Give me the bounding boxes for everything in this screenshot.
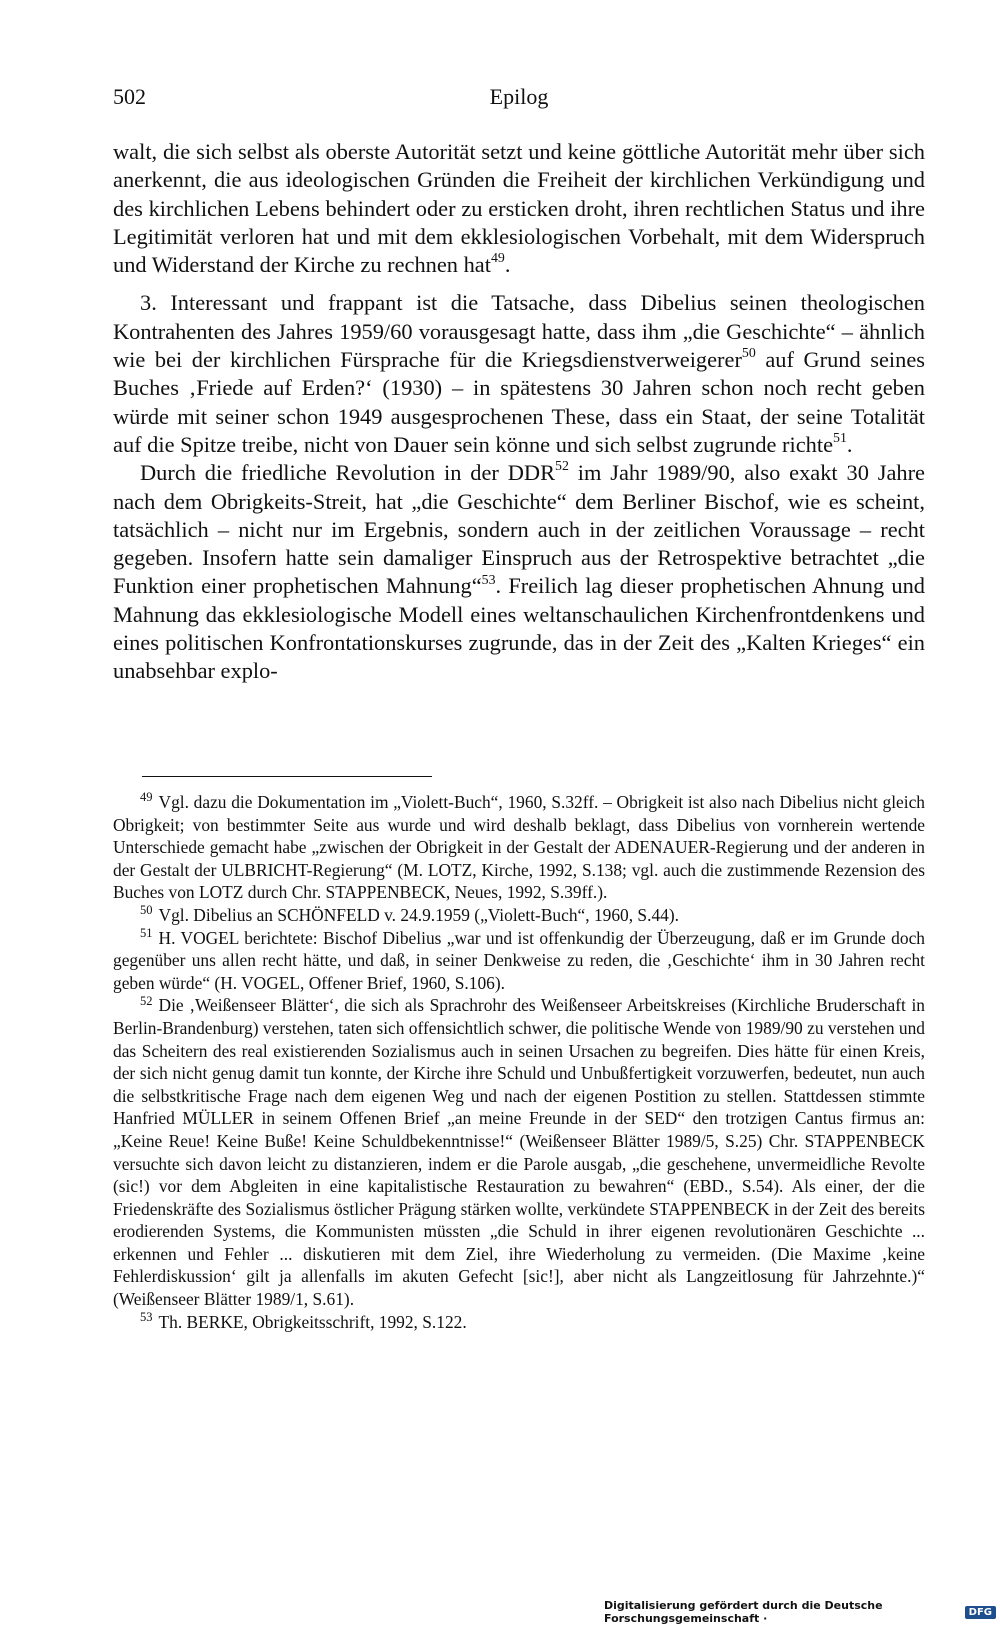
- footnote-text: Vgl. Dibelius an SCHÖNFELD v. 24.9.1959 („Violett-Buch“, 1960, S.44).: [158, 904, 679, 925]
- footnote-number: 49: [140, 790, 153, 805]
- footer-text: Digitalisierung gefördert durch die Deutsche Forschungsgemeinschaft ·: [604, 1599, 883, 1625]
- footnote-ref-52: 52: [555, 459, 569, 475]
- running-title: Epilog: [489, 84, 549, 109]
- page-number: 502: [113, 84, 146, 109]
- footnote-49: [113, 791, 925, 904]
- paragraph-2: 3. Interessant und frappant ist die Tatsache, dass Dibelius seinen theologischen Kontrahenten des Jahres 1959/60 vorausgesagt hatte, dass ihm „die Geschichte“ – ähnlich wie bei der kirchlichen Fürsprache für die Kriegsdienstverweigerer$^{50}$ auf Grund seines Buches ‚Friede auf Erden?‘ (1930) – in spätestens 30 Jahren schon noch recht geben würde mit seiner schon 1949 ausgesprochenen These, dass ein Staat, der seine Totalität auf die Spitze treibe, nicht von Dauer sein könne und sich selbst zugrunde richte$^{51}$.: [113, 290, 925, 457]
- footnote-ref-50: 50: [741, 346, 756, 362]
- paragraph-3: Durch die friedliche Revolution in der DDR$^{52}$ im Jahr 1989/90, also exakt 30 Jahre nach dem Obrigkeits-Streit, hat „die Geschichte“ dem Berliner Bischof, wie es scheint, tatsächlich – nicht nur im Ergebnis, sondern auch in der zeitlichen Voraussage – recht gegeben. Insofern hatte sein damaliger Einspruch aus der Retrospektive betrachtet „die Funktion einer prophetischen Mahnung“$^{53}$. Freilich lag dieser prophetischen Ahnung und Mahnung das ekklesiologische Modell eines weltanschaulichen Kirchenfrontdenkens und eines politischen Konfrontationskurses zugrunde, das in der Zeit des „Kalten Krieges“ ein unabsehbar explo-: [113, 459, 925, 684]
- footnote-ref-51: 51: [833, 431, 847, 447]
- footnotes: [113, 791, 925, 1333]
- dfg-logo: DFG: [965, 1606, 996, 1619]
- footnote-ref-53: 53: [481, 572, 496, 588]
- footnote-50: [113, 904, 925, 927]
- footnote-text: Th. BERKE, Obrigkeitsschrift, 1992, S.122.: [158, 1311, 467, 1332]
- footnote-number: 53: [140, 1309, 153, 1324]
- footnote-51: [113, 927, 925, 995]
- footnote-ref-49: 49: [490, 251, 505, 267]
- main-text: [113, 138, 925, 686]
- digitization-footer: [604, 1601, 1000, 1623]
- footnote-separator: [142, 776, 432, 777]
- running-head: [113, 84, 925, 118]
- footnote-text: H. VOGEL berichtete: Bischof Dibelius „war und ist offenkundig der Überzeugung, daß er im Grunde doch gegenüber uns allen recht hätte, und daß, in seiner Denkweise zu reden, die ‚Geschichte‘ ihm in 30 Jahren recht geben würde“ (H. VOGEL, Offener Brief, 1960, S.106).: [113, 927, 925, 993]
- footnote-52: [113, 994, 925, 1310]
- footnote-number: 50: [140, 903, 153, 918]
- footnote-53: [113, 1311, 925, 1334]
- paragraph-1: walt, die sich selbst als oberste Autorität setzt und keine göttliche Autorität mehr über sich anerkennt, die aus ideologischen Gründen die Freiheit der kirchlichen Verkündigung und des kirchlichen Lebens behindert oder zu ersticken droht, ihren rechtlichen Status und ihre Legitimität verloren hat und mit dem ekklesiologischen Vorbehalt, mit dem Widerspruch und Widerstand der Kirche zu rechnen hat$^{49}$.: [113, 139, 925, 278]
- footnote-text: Die ‚Weißenseer Blätter‘, die sich als Sprachrohr des Weißenseer Arbeitskreises (Kirchliche Bruderschaft in Berlin-Brandenburg) verstehen, taten sich offensichtlich schwer, die politische Wende von 1989/90 zu verstehen und das Scheitern des real existierenden Sozialismus auch in seinen Ursachen zu begreifen. Dies hätte für einen Kreis, der sich nicht genug damit tun konnte, der Kirche ihre Schuld und Unbußfertigkeit vorzuwerfen, bedeutet, nun auch die selbstkritische Frage nach dem eigenen Weg und nach der eigenen Postition zu stellen. Stattdessen stimmte Hanfried MÜLLER in seinem Offenen Brief „an meine Freunde in der SED“ den trotzigen Cantus firmus an: „Keine Reue! Keine Buße! Keine Schuldbekenntnisse!“ (Weißenseer Blätter 1989/5, S.25) Chr. STAPPENBECK versuchte sich davon leicht zu distanzieren, indem er die Parole ausgab, „die geschehene, unvermeidliche Revolte (sic!) vor dem Abgleiten in eine kapitalistische Restauration zu bewahren“ (EBD., S.54). Als einer, der die Friedenskräfte des Sozialismus östlicher Prägung stärken wollte, verkündete STAPPENBECK in der Zeit des bereits erodierenden Systems, die Kommunisten müssten „die Schuld in ihrer eigenen revolutionären Geschichte ... erkennen und Fehler ... diskutieren mit dem Ziel, ihre Wiederholung zu vermeiden. (Die Maxime ‚keine Fehlerdiskussion‘ gilt ja allenfalls im akuten Gefecht [sic!], aber nicht als Langzeitlosung für Jahrzehnte.)“ (Weißenseer Blätter 1989/1, S.61).: [113, 995, 925, 1310]
- footnote-text: Vgl. dazu die Dokumentation im „Violett-Buch“, 1960, S.32ff. – Obrigkeit ist also nach Dibelius nicht gleich Obrigkeit; von bestimmter Seite aus wurde und wird deshalb beklagt, dass Dibelius von vornherein wertende Unterschiede gemacht habe „zwischen der Obrigkeit in der Gestalt der ADENAUER-Regierung und der anderen in der Gestalt der ULBRICHT-Regierung“ (M. LOTZ, Kirche, 1992, S.138; vgl. auch die zustimmende Rezension des Buches von LOTZ durch Chr. STAPPENBECK, Neues, 1992, S.39ff.).: [113, 792, 925, 903]
- footnote-number: 51: [140, 925, 153, 940]
- footnote-number: 52: [140, 993, 153, 1008]
